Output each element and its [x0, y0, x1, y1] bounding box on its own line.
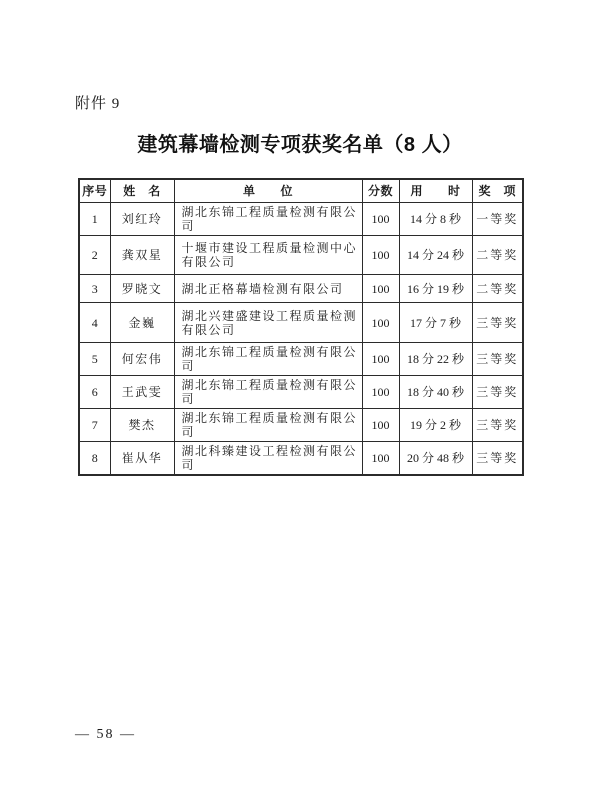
cell-unit: 十堰市建设工程质量检测中心有限公司: [174, 236, 362, 275]
cell-no: 1: [79, 203, 110, 236]
cell-no: 7: [79, 409, 110, 442]
cell-time: 14 分 8 秒: [399, 203, 472, 236]
page-title: 建筑幕墙检测专项获奖名单（8 人）: [137, 134, 463, 156]
cell-unit: 湖北正格幕墙检测有限公司: [174, 275, 362, 303]
cell-no: 4: [79, 303, 110, 343]
cell-unit: 湖北东锦工程质量检测有限公司: [174, 409, 362, 442]
table-row: [79, 203, 523, 236]
table-row: [79, 303, 523, 343]
cell-no: 3: [79, 275, 110, 303]
cell-time: 16 分 19 秒: [399, 275, 472, 303]
cell-award: 三等奖: [472, 303, 523, 343]
col-header-award: 奖 项: [472, 179, 523, 203]
cell-name: 崔从华: [110, 442, 174, 476]
table-row: [79, 409, 523, 442]
cell-score: 100: [362, 203, 399, 236]
col-header-name: 姓 名: [110, 179, 174, 203]
cell-time: 14 分 24 秒: [399, 236, 472, 275]
cell-score: 100: [362, 275, 399, 303]
cell-award: 三等奖: [472, 376, 523, 409]
col-header-no: 序号: [79, 179, 110, 203]
cell-award: 三等奖: [472, 343, 523, 376]
cell-score: 100: [362, 343, 399, 376]
attachment-label: 附件 9: [75, 96, 121, 112]
cell-no: 8: [79, 442, 110, 476]
cell-award: 三等奖: [472, 409, 523, 442]
page-number: — 58 —: [75, 727, 136, 742]
col-header-score: 分数: [362, 179, 399, 203]
cell-award: 二等奖: [472, 275, 523, 303]
cell-name: 何宏伟: [110, 343, 174, 376]
cell-time: 19 分 2 秒: [399, 409, 472, 442]
cell-name: 龚双星: [110, 236, 174, 275]
cell-no: 5: [79, 343, 110, 376]
col-header-unit: 单 位: [174, 179, 362, 203]
table-row: [79, 376, 523, 409]
cell-award: 三等奖: [472, 442, 523, 476]
table-row: [79, 236, 523, 275]
cell-score: 100: [362, 442, 399, 476]
cell-time: 17 分 7 秒: [399, 303, 472, 343]
cell-time: 20 分 48 秒: [399, 442, 472, 476]
cell-name: 金巍: [110, 303, 174, 343]
cell-unit: 湖北东锦工程质量检测有限公司: [174, 203, 362, 236]
cell-unit: 湖北东锦工程质量检测有限公司: [174, 376, 362, 409]
cell-time: 18 分 40 秒: [399, 376, 472, 409]
cell-name: 樊杰: [110, 409, 174, 442]
cell-award: 二等奖: [472, 236, 523, 275]
col-header-time: 用 时: [399, 179, 472, 203]
cell-score: 100: [362, 409, 399, 442]
cell-award: 一等奖: [472, 203, 523, 236]
cell-unit: 湖北兴建盛建设工程质量检测有限公司: [174, 303, 362, 343]
cell-no: 2: [79, 236, 110, 275]
cell-name: 王武雯: [110, 376, 174, 409]
table-row: [79, 343, 523, 376]
cell-score: 100: [362, 236, 399, 275]
table-row: [79, 442, 523, 476]
cell-no: 6: [79, 376, 110, 409]
cell-unit: 湖北东锦工程质量检测有限公司: [174, 343, 362, 376]
cell-score: 100: [362, 303, 399, 343]
cell-score: 100: [362, 376, 399, 409]
cell-name: 刘红玲: [110, 203, 174, 236]
cell-unit: 湖北科臻建设工程检测有限公司: [174, 442, 362, 476]
cell-name: 罗晓文: [110, 275, 174, 303]
table-header-row: [79, 179, 523, 203]
award-table: [78, 178, 524, 476]
cell-time: 18 分 22 秒: [399, 343, 472, 376]
table-row: [79, 275, 523, 303]
